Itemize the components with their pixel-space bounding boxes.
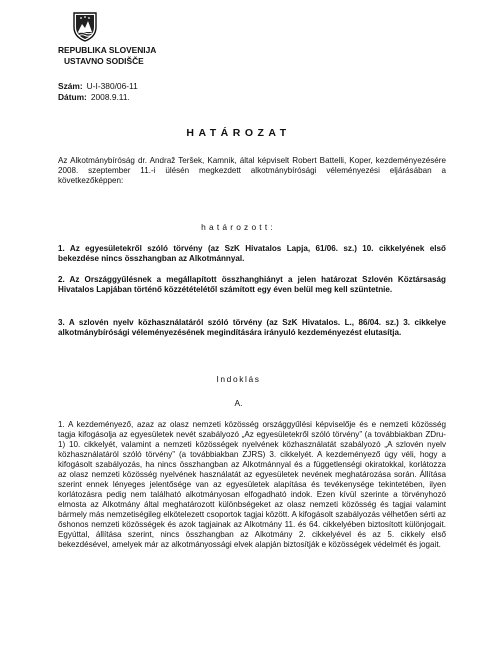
ruling-point-2: 2. Az Országgyűlésnek a megállapított összhanghiányt a jelen határozat Szlovén Köztársaság Hivatalos Lapjában történő közzétételétől számított egy éven belül meg kell szüntetnie. — [58, 275, 446, 294]
decided-heading: határozott: — [201, 222, 276, 232]
court-header — [58, 45, 156, 67]
body-paragraph: 1. A kezdeményező, azaz az olasz nemzeti közösség országgyűlési képviselője és e nemzeti közösség tagja kifogásolja az egyesületek nevét szabályozó „Az egyesületekről szóló törvény” (a továbbiakban ZDru-1) 10. cikkelyét, valamint a nemzeti közösségek nyelvének közhasználatát szabályozó „A szlovén nyelv közhasználatáról szóló törvény” (a továbbiakban ZJRS) 3. cikkelyét. A kezdeményező úgy véli, hogy a kifogásolt szabályozás, ha nincs összhangban az Alkotmánnyal és a függetlenségi okiratokkal, korlátozza az olasz nemzeti közösség nyelvének használatát az egyesületek nevének meghatározása során. Állítása szerint ennek lényeges jelentősége van az egyesületek alapítása és tevékenysége tekintetében, ilyen korlátozásra pedig nem található alkotmányosan elfogadható indok. Ezen kívül szerinte a törvényhozó elmosta az Alkotmány által meghatározott különbségeket az olasz nemzeti közösség és tagjai valamint bármely más nemzetiségileg elkötelezett csoportok tagjai között. A kifogásolt szabályozás vélhetően sérti az őshonos nemzeti közösségek és azok tagjainak az Alkotmány 11. és 64. cikkelyében biztosított különjogait. Egyúttal, állítása szerint, nincs összhangban az Alkotmány 2. cikkelyével és az 5. cikkely első bekezdésével, amelyek már az alkotmányossági elvek alapján biztosítják e közösségek védelmét és jogait. — [58, 420, 446, 549]
ruling-point-3: 3. A szlovén nyelv közhasználatáról szóló törvény (az SzK Hivatalos. L., 86/04. sz.) 3. cikkelye alkotmánybírósági véleményezésének megindítására irányuló kezdeményezést elutasítja. — [58, 318, 446, 337]
case-date-row — [58, 92, 138, 103]
case-date-value: 2008.9.11. — [90, 92, 130, 102]
case-number-label: Szám: — [58, 81, 83, 91]
document-title: HATÁROZAT — [186, 127, 291, 139]
coat-of-arms-icon — [72, 12, 98, 42]
case-date-label: Dátum: — [58, 92, 87, 102]
case-number-value: U-I-380/06-11 — [86, 81, 138, 91]
header-line-country: REPUBLIKA SLOVENIJA — [58, 45, 157, 55]
header-line-court: USTAVNO SODIŠČE — [64, 56, 144, 66]
ruling-point-1: 1. Az egyesületekről szóló törvény (az SzK Hivatalos Lapja, 61/06. sz.) 10. cikkelyének első bekezdése nincs összhangban az Alkotmánnyal. — [58, 244, 446, 263]
section-a-heading: A. — [234, 398, 243, 408]
case-number-row — [58, 81, 138, 92]
reasons-heading: Indoklás — [216, 374, 261, 384]
intro-paragraph: Az Alkotmánybíróság dr. Andraž Teršek, Kamnik, által képviselt Robert Battelli, Koper, kezdeményezésére 2008. szeptember 11.-i ülésén megkezdett alkotmánybírósági véleményezési eljárásában a következőképpen: — [58, 156, 446, 185]
case-reference — [58, 81, 138, 103]
